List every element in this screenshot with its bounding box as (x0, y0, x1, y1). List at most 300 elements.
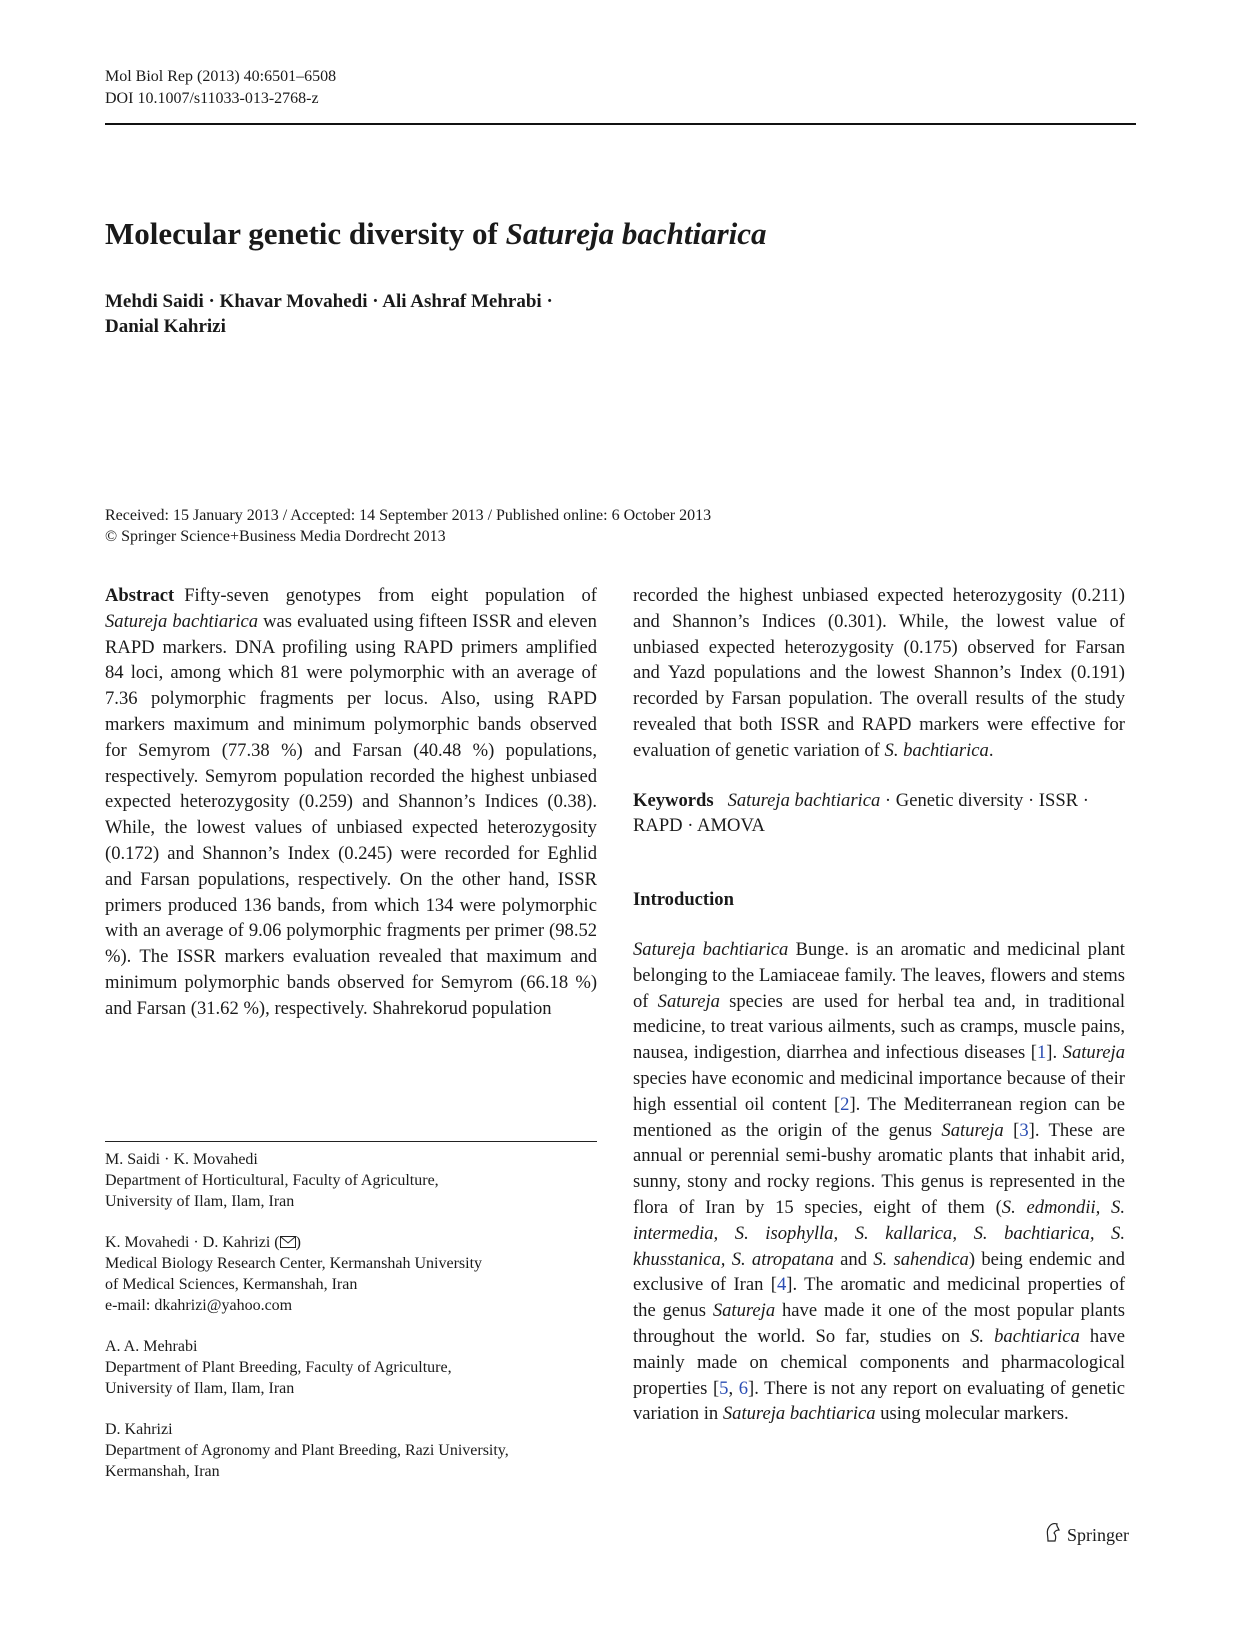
abstract-text-2 (793, 585, 802, 606)
abstract-text-2: the (441, 765, 465, 787)
italic-term: S. bachtiarica (970, 1325, 1080, 1347)
intro-text: ]. (1046, 1042, 1063, 1064)
abstract-text-2: Index (287, 842, 331, 864)
affiliations (105, 1149, 597, 1502)
abstract-text-2: of (1031, 688, 1048, 710)
abstract-text-2: locus. (384, 688, 429, 710)
abstract-text-2: bands, (277, 894, 326, 916)
abstract-text-2: and (633, 662, 660, 684)
abstract-text-2 (510, 843, 518, 864)
abstract-text-1: eight (431, 585, 469, 606)
abstract-text-2 (221, 662, 228, 683)
abstract-text-2: effective (1030, 713, 1096, 735)
abstract-text-2 (138, 688, 151, 709)
abstract-text-2: per (347, 688, 371, 710)
abstract-text-2: heterozygosity (180, 791, 290, 813)
abstract-text-2: and (516, 610, 544, 632)
abstract-species-2: S. (884, 739, 899, 761)
abstract-text-2: and (827, 713, 855, 735)
abstract-text-2: polymorphic (349, 662, 445, 684)
abstract-text-2: highest (739, 585, 793, 606)
abstract-text-2: RAPD (861, 713, 912, 735)
abstract-text-3: . (988, 739, 994, 761)
abstract-text-2: 134 (425, 894, 454, 916)
abstract-text-2: ISSR (176, 946, 217, 968)
abstract-text-2: hand, (508, 868, 550, 890)
intro-text: Bunge. is an aromatic and medicinal plant belonging to the Lamiaceae family. The leaves, flowers and stems of (633, 938, 1125, 1012)
intro-text: ]. The aromatic and medicinal properties of the genus (633, 1274, 1126, 1322)
abstract-text-2: for (105, 739, 127, 761)
abstract-text-2 (371, 688, 384, 709)
abstract-text-2 (461, 740, 472, 761)
italic-term: Satureja (712, 1300, 776, 1322)
abstract-text-2: The (880, 688, 909, 710)
abstract-text-2 (127, 740, 138, 761)
abstract-text-2 (168, 946, 176, 967)
abstract-text-2: of (581, 662, 597, 684)
abstract-text-2: recorded (633, 688, 699, 710)
abstract-text-2 (816, 611, 828, 632)
abstract-text-1: genotypes (285, 585, 362, 606)
abstract-text-2 (290, 791, 299, 812)
abstract-text-2: and (257, 713, 285, 735)
affiliation-names-close: ) (295, 1234, 301, 1251)
abstract-text-2 (984, 611, 996, 632)
abstract-text-2 (480, 688, 493, 709)
abstract-text-2: an (143, 920, 161, 942)
abstract-text-2: of (1109, 610, 1125, 632)
affiliation-2 (105, 1232, 597, 1316)
abstract-text-2 (245, 817, 254, 838)
reference-link[interactable]: 3 (1019, 1119, 1029, 1141)
abstract-text-1 (468, 585, 485, 606)
abstract-text-2: by (705, 688, 725, 710)
abstract-text-2: were (400, 842, 437, 864)
abstract-text-2 (730, 585, 739, 606)
abstract-text-2 (513, 972, 520, 993)
title-species: Satureja bachtiarica (505, 216, 767, 251)
authors-line-2: Danial Kahrizi (105, 316, 226, 337)
abstract-text-2 (190, 869, 198, 890)
abstract-text-2: Indices (484, 791, 539, 813)
abstract-text-2: study (1084, 688, 1126, 710)
abstract-text-2: observed (529, 713, 597, 735)
italic-term: Satureja (657, 990, 720, 1012)
abstract-text-2 (1077, 688, 1084, 709)
affiliation-line: University of Ilam, Ilam, Iran (105, 1380, 295, 1397)
abstract-text-2 (968, 688, 975, 709)
abstract-text-2: evaluation (633, 739, 711, 761)
abstract-text-2 (500, 869, 508, 890)
abstract-text-2: 84 (105, 662, 124, 684)
abstract-text-2: primers (105, 894, 162, 916)
abstract-text-2: expected (877, 585, 944, 606)
abstract-text-2: polymorphic (374, 713, 470, 735)
abstract-text-2 (925, 662, 934, 683)
abstract-text-2 (124, 662, 131, 683)
journal-issue: Mol Biol Rep (2013) 40:6501–6508 (105, 68, 337, 85)
intro-text: species have economic and medicinal importance because of their high essential oil content [ (633, 1067, 1125, 1115)
authors-line-1: Mehdi Saidi · Khavar Movahedi · Ali Ashraf Mehrabi · (105, 291, 553, 312)
abstract-text-2: Shahrekorud (372, 997, 468, 1019)
abstract-text-2: Semyrom (440, 971, 513, 993)
abstract-text-2: primers (461, 636, 518, 658)
intro-text: have mainly made on chemical components and pharmacological properties [ (633, 1325, 1125, 1399)
abstract-text-2: Semyrom (204, 765, 278, 787)
abstract-text-2 (781, 688, 788, 709)
affiliation-names: D. Kahrizi (105, 1421, 173, 1438)
abstract-text-2: maximum (486, 946, 562, 968)
abstract-text-2: respectively. (274, 997, 368, 1019)
abstract-text-2: (66.18 (520, 971, 569, 993)
abstract-text-2: were (459, 894, 496, 916)
abstract-text-2: per (465, 920, 490, 942)
abstract-text-2 (836, 662, 845, 683)
abstract-text-2 (342, 662, 349, 683)
abstract-text-2: that (450, 946, 478, 968)
abstract-text-2: Farsan (352, 739, 402, 761)
affiliation-3 (105, 1336, 597, 1399)
abstract-text-2 (518, 637, 526, 658)
abstract-text-2: (0.175) (903, 636, 958, 658)
abstract-text-2 (469, 714, 478, 735)
intro-text: species are used for herbal tea and, in traditional medicine, to treat various ailments, such as cramps, muscle pains, nausea, indigestion, diarrhea and infectious diseases [ (633, 990, 1125, 1064)
abstract-text-2: %) (472, 739, 495, 761)
abstract-text-2 (302, 817, 311, 838)
abstract-text-2: 9.06 (248, 920, 282, 942)
abstract-text-2 (698, 688, 705, 709)
abstract-text-2: minimum (105, 971, 178, 993)
intro-text: [ (1003, 1119, 1020, 1141)
abstract-text-2: which (373, 894, 420, 916)
abstract-text-2: the (164, 817, 188, 839)
abstract-text-2: for (411, 971, 434, 993)
abstract-text-2: using (355, 636, 396, 658)
abstract-text-2: recorded (444, 842, 510, 864)
abstract-text-2: the (430, 868, 454, 890)
abstract-text-2: minimum (293, 713, 366, 735)
abstract-text-2: of (228, 920, 244, 942)
abstract-text-2: (0.259) (298, 791, 353, 813)
abstract-text-2: Yazd (667, 662, 706, 684)
abstract-text-2: of (715, 739, 731, 761)
abstract-text-2: with (105, 920, 139, 942)
abstract-text-2 (660, 611, 672, 632)
abstract-text-2: %) (281, 739, 303, 761)
reference-link[interactable]: 4 (776, 1274, 787, 1296)
abstract-text-2 (979, 714, 987, 735)
abstract-text-2: While, (105, 817, 156, 839)
abstract-text-2: eleven (548, 610, 597, 632)
envelope-icon (280, 1236, 296, 1248)
abstract-text-1: of (581, 585, 597, 606)
abstract-text-2: which (228, 662, 274, 684)
abstract-text-2: maximum (173, 713, 249, 735)
abstract-text-2: (98.52 (549, 920, 598, 942)
abstract-text-2 (433, 972, 440, 993)
abstract-text-2: the (961, 610, 984, 632)
abstract-text-2: loci, (130, 662, 164, 684)
abstract-text-2: polymorphic (150, 688, 246, 710)
abstract-text-2 (132, 869, 140, 890)
abstract-text-2 (334, 688, 347, 709)
dates-line: Received: 15 January 2013 / Accepted: 14 September 2013 / Published online: 6 October 2013 (105, 507, 712, 524)
article-history (105, 505, 711, 547)
abstract-text-2 (521, 714, 530, 735)
abstract-text-2: (0.38). (547, 791, 597, 813)
abstract-text-2: 7.36 (105, 688, 138, 710)
affiliation-names (105, 1232, 597, 1253)
doi: DOI 10.1007/s11033-013-2768-z (105, 90, 319, 107)
abstract-text-2: were (306, 662, 343, 684)
abstract-text-2: Shannon’s (202, 842, 280, 864)
abstract-text-2 (428, 688, 440, 709)
abstract-text-2 (958, 637, 968, 658)
springer-horse-icon (1044, 1522, 1062, 1548)
abstract-text-2: Index (1019, 662, 1063, 684)
author-list (105, 289, 553, 339)
abstract-text-2: evaluated (297, 610, 369, 632)
abstract-text-2 (775, 637, 785, 658)
abstract-text-2 (284, 714, 293, 735)
abstract-text-2: unbiased (336, 817, 403, 839)
abstract-text-2 (494, 740, 505, 761)
abstract-text-2 (1066, 637, 1076, 658)
abstract-text-2: using (373, 610, 414, 632)
abstract-text-2: average (516, 662, 575, 684)
abstract-paragraph-continued (633, 583, 1125, 764)
abstract-text-2: populations, (505, 739, 598, 761)
keyword-species: Satureja bachtiarica (727, 789, 881, 811)
abstract-text-2: amplified (525, 636, 598, 658)
abstract-text-2: (77.38 (221, 739, 270, 761)
intro-text: ) being endemic and exclusive of Iran [ (633, 1248, 1125, 1296)
abstract-text-2 (873, 688, 880, 709)
abstract-text-2 (246, 688, 259, 709)
abstract-text-2: evaluation (292, 946, 371, 968)
abstract-text-2: observed (337, 971, 405, 993)
abstract-text-2 (485, 662, 492, 683)
abstract-text-2: population (472, 997, 552, 1019)
abstract-text-2: was (263, 610, 293, 632)
keywords-rest: · Genetic diversity · ISSR · RAPD · AMOVA (633, 789, 1089, 837)
abstract-text-2: RAPD (547, 688, 597, 710)
abstract-text-2 (750, 611, 762, 632)
abstract-text-2: unbiased (530, 765, 598, 787)
abstract-text-2 (227, 637, 235, 658)
abstract-text-2: %), (243, 997, 270, 1019)
abstract-text-2 (165, 714, 174, 735)
italic-term: Satureja bachtiarica (722, 1403, 876, 1425)
abstract-text-2: heterozygosity (784, 636, 894, 658)
abstract-text-2 (155, 817, 164, 838)
affiliation-line: Department of Horticultural, Faculty of Agriculture, (105, 1172, 439, 1189)
abstract-text-2: of (311, 817, 328, 839)
title-text: Molecular genetic diversity of (105, 216, 506, 251)
intro-text: and (833, 1248, 874, 1270)
intro-text: , (728, 1377, 739, 1399)
intro-text: have made it one of the most popular plants throughout the world. So far, studies on (633, 1300, 1125, 1347)
abstract-text-1 (414, 585, 431, 606)
abstract-text-2: heterozygosity (952, 585, 1063, 606)
abstract-text-2 (854, 714, 862, 735)
abstract-text-2: (31.62 (190, 997, 239, 1019)
abstract-text-2 (698, 585, 707, 606)
affiliation-names-text: K. Movahedi · D. Kahrizi ( (105, 1234, 280, 1251)
reference-link[interactable]: 5 (719, 1377, 729, 1399)
abstract-text-2: populations, (198, 868, 290, 890)
abstract-text-2: RAPD (403, 636, 454, 658)
publisher-footer (1044, 1522, 1129, 1548)
italic-term: S. sahendica (873, 1248, 969, 1270)
abstract-text-2: lowest (876, 662, 925, 684)
abstract-text-2: markers. (162, 636, 228, 658)
abstract-text-2: population. (788, 688, 873, 710)
italic-term: Satureja (1062, 1042, 1125, 1064)
abstract-text-2: the (707, 585, 730, 606)
abstract-text-2 (187, 817, 196, 838)
affiliation-email[interactable]: e-mail: dkahrizi@yahoo.com (105, 1297, 293, 1314)
abstract-text-2: polymorphic (184, 971, 280, 993)
abstract-text-2: genetic (735, 739, 789, 761)
abstract-text-2 (949, 611, 961, 632)
abstract-text-2: RAPD (105, 636, 155, 658)
abstract-text-2: heterozygosity (487, 817, 597, 839)
abstract-text-2 (887, 611, 899, 632)
affiliation-line: University of Ilam, Ilam, Iran (105, 1193, 295, 1210)
abstract-text-1 (269, 585, 286, 606)
reference-link[interactable]: 1 (1036, 1042, 1047, 1064)
abstract-text-2 (171, 791, 180, 812)
abstract-text-2: for (517, 842, 540, 864)
abstract-text-2: (0.245) (338, 842, 393, 864)
abstract-text-2: fragments (386, 920, 461, 942)
abstract-text-2: average (165, 920, 224, 942)
abstract-text-2: for (1044, 636, 1066, 658)
affiliation-names: M. Saidi · K. Movahedi (105, 1151, 258, 1168)
abstract-text-2: Farsan (136, 997, 187, 1019)
abstract-text-2 (509, 662, 516, 683)
abstract-text-2: Eghlid (547, 842, 597, 864)
abstract-text-2: produced (167, 894, 238, 916)
keywords (633, 788, 1125, 840)
abstract-text-2: and (809, 662, 837, 684)
abstract-text-2 (280, 843, 288, 864)
abstract-text-2: Shannon’s (672, 610, 750, 632)
affiliation-line: Department of Agronomy and Plant Breeding, Razi University, (105, 1442, 509, 1459)
abstract-text-2: and (570, 946, 598, 968)
abstract-text-2 (177, 972, 184, 993)
abstract-text-2 (274, 662, 281, 683)
abstract-text-2 (155, 637, 163, 658)
copyright-line: © Springer Science+Business Media Dordrecht 2013 (105, 528, 446, 545)
article-title (105, 214, 767, 254)
abstract-text-2: markers (919, 713, 980, 735)
abstract-text-2 (660, 662, 668, 683)
abstract-text-2 (534, 688, 547, 709)
abstract-text-2: highest (470, 765, 525, 787)
abstract-text-2 (284, 946, 292, 967)
left-column (105, 583, 597, 1022)
abstract-text-2 (454, 869, 462, 890)
header-rule (105, 123, 1136, 125)
abstract-text-2: revealed (633, 713, 696, 735)
abstract-text-2: expected (105, 791, 172, 813)
abstract-text-2 (330, 843, 338, 864)
abstract-label: Abstract (105, 585, 175, 606)
abstract-text-2: population (283, 765, 364, 787)
abstract-text-2: %) (575, 971, 598, 993)
abstract-text-2 (696, 714, 704, 735)
abstract-text-2 (724, 688, 731, 709)
abstract-text-2 (944, 585, 953, 606)
abstract-text-2 (549, 869, 557, 890)
abstract-text-2 (1035, 637, 1045, 658)
intro-text: ]. These are annual or perennial semi-bushy aromatic plants that inhabit arid, sunny, stony and rocky regions. This genus is represented in the flora of Iran by 15 species, eight of them ( (633, 1119, 1125, 1218)
abstract-text-2 (404, 972, 411, 993)
abstract-text-2: bands (477, 713, 522, 735)
abstract-text-2: results (975, 688, 1025, 710)
abstract-text-2 (445, 662, 452, 683)
abstract-species-1: bachtiarica (172, 610, 259, 632)
publisher-name: Springer (1067, 1525, 1129, 1545)
reference-link[interactable]: 6 (738, 1377, 749, 1399)
abstract-text-1 (361, 585, 378, 606)
abstract-text-2: 136 (243, 894, 272, 916)
abstract-text-2: observed (967, 636, 1035, 658)
abstract-text-1 (565, 585, 582, 606)
intro-text: ]. The Mediterranean region can be mentioned as the origin of the genus (633, 1093, 1125, 1141)
abstract-text-2 (1045, 611, 1057, 632)
abstract-text-2: ISSR (780, 713, 820, 735)
abstract-text-2: fifteen (418, 610, 468, 632)
abstract-text-2: profiling (282, 636, 348, 658)
abstract-text-2 (1062, 662, 1071, 683)
abstract-text-2: overall (916, 688, 969, 710)
abstract-text-2: While, (898, 610, 949, 632)
abstract-text-2 (453, 637, 461, 658)
abstract-text-2 (1023, 714, 1031, 735)
abstract-text-2: markers (224, 946, 285, 968)
abstract-text-2 (894, 637, 904, 658)
abstract-text-2: Indices (761, 610, 816, 632)
abstract-text-2: and (105, 868, 132, 890)
abstract-text-2 (699, 637, 709, 658)
abstract-text-2 (705, 662, 714, 683)
reference-link[interactable]: 2 (840, 1093, 850, 1115)
abstract-text-2: revealed (378, 946, 442, 968)
abstract-text-2 (290, 869, 298, 890)
abstract-text-2: Shannon’s (933, 662, 1012, 684)
abstract-text-2: were (986, 713, 1024, 735)
abstract-text-2: for (1103, 713, 1125, 735)
abstract-text-2: (40.48 (413, 739, 462, 761)
abstract-text-1: population (485, 585, 565, 606)
abstract-text-2: other (461, 868, 501, 890)
abstract-text-2: (0.301). (827, 610, 887, 632)
abstract-text-2: from (331, 894, 368, 916)
italic-term: S. edmondii, S. intermedia, S. isophylla, S. kallarica, S. bachtiarica, S. khusstanica, S. atropatana (633, 1196, 1125, 1270)
abstract-text-2: (0.172) (105, 842, 160, 864)
affiliation-names: A. A. Mehrabi (105, 1338, 198, 1355)
abstract-text-2: fragments (259, 688, 334, 710)
abstract-text-2: markers (105, 713, 165, 735)
italic-term: Satureja bachtiarica (633, 938, 789, 960)
abstract-text-2: (0.211) (1071, 585, 1125, 606)
abstract-text-2 (249, 714, 258, 735)
abstract-text-2 (1047, 688, 1054, 709)
keywords-label: Keywords (633, 789, 714, 811)
